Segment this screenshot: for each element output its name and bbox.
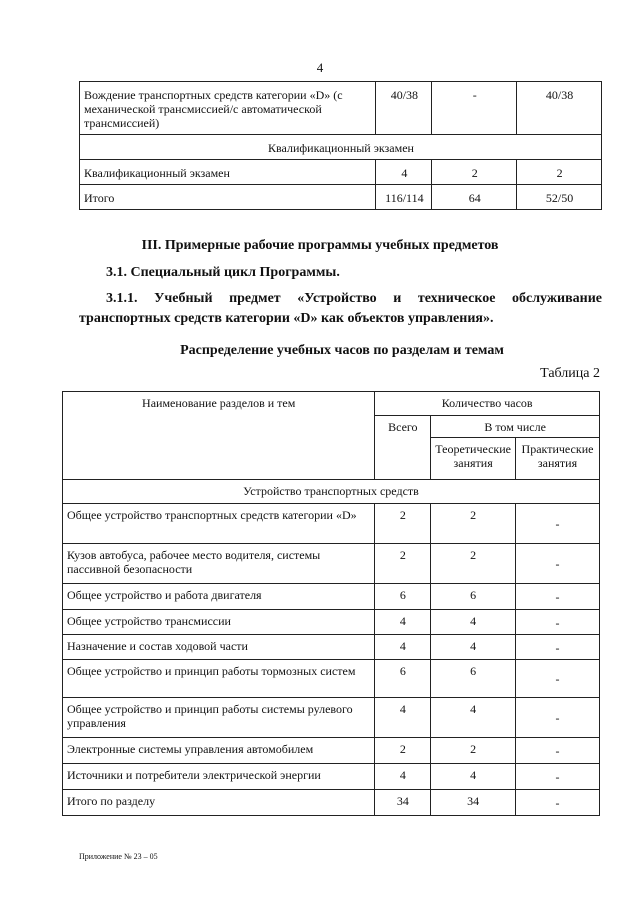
row-theory: 4	[431, 610, 516, 635]
row-theory: 34	[431, 790, 516, 816]
row-total: 2	[375, 544, 431, 584]
subsection-heading: 3.1. Специальный цикл Программы.	[106, 265, 340, 280]
table-row	[63, 738, 600, 764]
row-total: 40/38	[376, 82, 432, 135]
row-name: Общее устройство транспортных средств категории «D»	[63, 504, 375, 544]
row-name: Итого по разделу	[63, 790, 375, 816]
row-practice: -	[516, 504, 600, 544]
table-row	[63, 584, 600, 610]
table-row	[63, 635, 600, 660]
row-name: Квалификационный экзамен	[80, 160, 376, 185]
header-row	[63, 392, 600, 416]
page-number: 4	[316, 60, 324, 75]
row-practice: -	[516, 660, 600, 698]
row-total: 4	[375, 635, 431, 660]
row-name: Электронные системы управления автомобилем	[63, 738, 375, 764]
row-name: Общее устройство и принцип работы тормозных систем	[63, 660, 375, 698]
row-practice: -	[516, 544, 600, 584]
row-total: 34	[375, 790, 431, 816]
row-total: 6	[375, 660, 431, 698]
table-row	[63, 544, 600, 584]
table-label: Таблица 2	[540, 366, 600, 381]
subject-heading: 3.1.1. Учебный предмет «Устройство и техническое обслуживание транспортных средств категории «D» как объектов управления».	[79, 291, 602, 326]
hours-table	[62, 391, 600, 816]
section-row	[63, 480, 600, 504]
row-practice: -	[516, 584, 600, 610]
table-row	[63, 660, 600, 698]
table-row	[63, 610, 600, 635]
row-total: 116/114	[376, 185, 432, 210]
row-theory: -	[432, 82, 517, 135]
header-theory: Теоретические занятия	[431, 438, 516, 480]
row-practice: -	[516, 738, 600, 764]
row-total: 4	[375, 610, 431, 635]
header-name: Наименование разделов и тем	[63, 392, 375, 480]
row-name: Назначение и состав ходовой части	[63, 635, 375, 660]
row-theory: 2	[432, 160, 517, 185]
section-title: Устройство транспортных средств	[63, 480, 600, 504]
row-theory: 2	[431, 738, 516, 764]
row-name: Общее устройство и принцип работы системы рулевого управления	[63, 698, 375, 738]
header-hours: Количество часов	[375, 392, 600, 416]
row-theory: 6	[431, 584, 516, 610]
row-name: Кузов автобуса, рабочее место водителя, системы пассивной безопасности	[63, 544, 375, 584]
row-practice: 40/38	[517, 82, 602, 135]
section-heading: III. Примерные рабочие программы учебных предметов	[141, 238, 499, 253]
row-name: Итого	[80, 185, 376, 210]
row-name: Вождение транспортных средств категории «D» (с механической трансмиссией/с автоматической трансмиссией)	[80, 82, 376, 135]
row-total: 4	[376, 160, 432, 185]
header-total: Всего	[375, 416, 431, 480]
row-theory: 64	[432, 185, 517, 210]
header-practice: Практические занятия	[516, 438, 600, 480]
row-practice: -	[516, 764, 600, 790]
table-row	[80, 185, 602, 210]
row-practice: -	[516, 698, 600, 738]
row-theory: 6	[431, 660, 516, 698]
table-row	[63, 504, 600, 544]
table-row	[63, 764, 600, 790]
table-continuation	[79, 81, 602, 210]
row-name: Общее устройство и работа двигателя	[63, 584, 375, 610]
table-row	[63, 790, 600, 816]
table-row	[63, 698, 600, 738]
table-row	[80, 160, 602, 185]
row-theory: 4	[431, 698, 516, 738]
row-practice: -	[516, 610, 600, 635]
footer-note: Приложение № 23 – 05	[79, 852, 158, 861]
row-name: Общее устройство трансмиссии	[63, 610, 375, 635]
row-practice: -	[516, 635, 600, 660]
section-row	[80, 135, 602, 160]
header-including: В том числе	[431, 416, 600, 438]
row-total: 2	[375, 738, 431, 764]
row-practice: 2	[517, 160, 602, 185]
row-practice: -	[516, 790, 600, 816]
row-theory: 4	[431, 635, 516, 660]
section-title: Квалификационный экзамен	[80, 135, 602, 160]
row-name: Источники и потребители электрической энергии	[63, 764, 375, 790]
row-total: 6	[375, 584, 431, 610]
row-total: 4	[375, 764, 431, 790]
row-theory: 2	[431, 504, 516, 544]
row-practice: 52/50	[517, 185, 602, 210]
table-row	[80, 82, 602, 135]
row-total: 4	[375, 698, 431, 738]
row-theory: 4	[431, 764, 516, 790]
row-total: 2	[375, 504, 431, 544]
distribution-heading: Распределение учебных часов по разделам и темам	[180, 343, 504, 358]
row-theory: 2	[431, 544, 516, 584]
